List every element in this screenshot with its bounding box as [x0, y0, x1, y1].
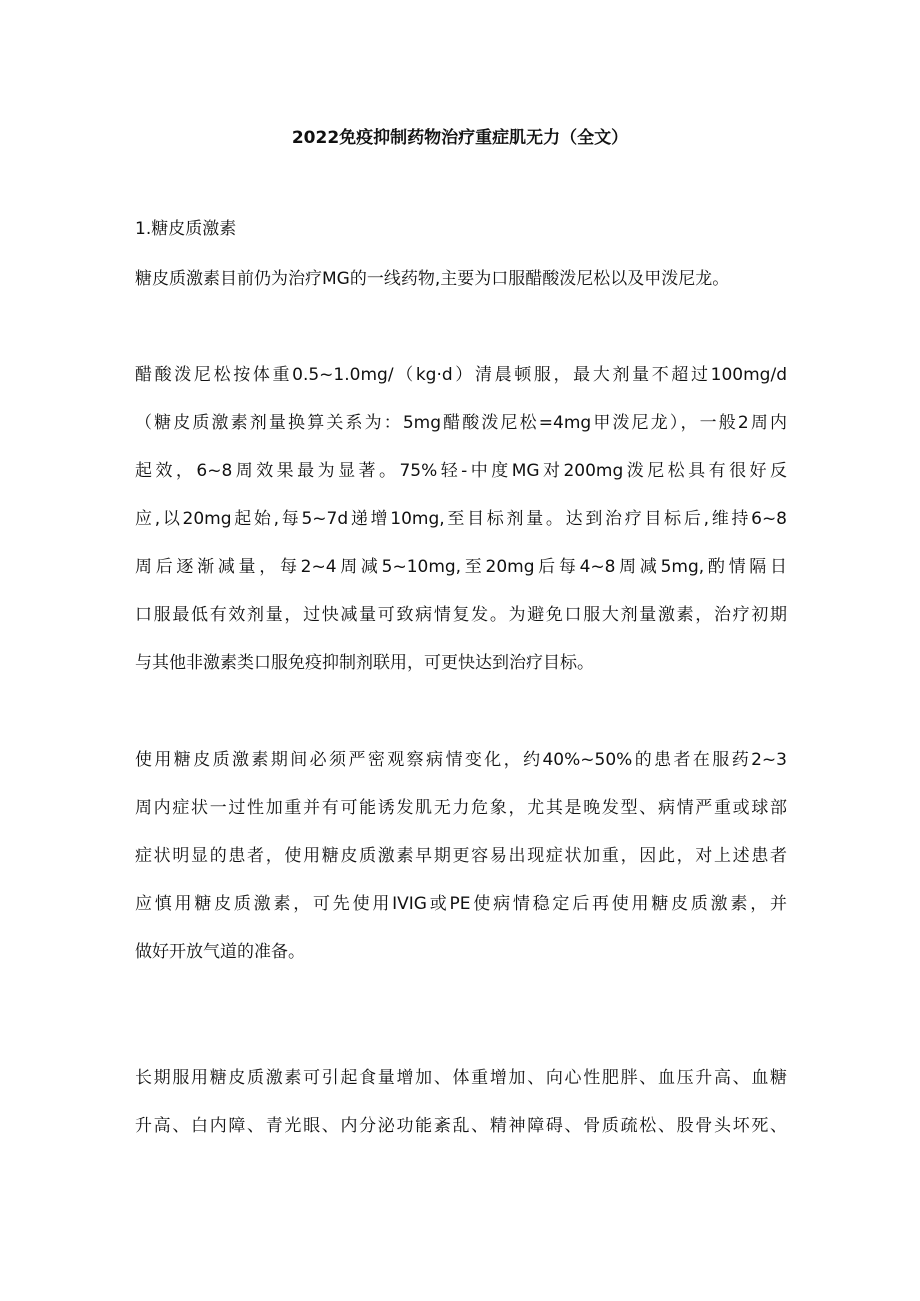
- paragraph-1-line-1: 糖皮质激素目前仍为治疗MG的一线药物,主要为口服醋酸泼尼松以及甲泼尼龙。: [135, 269, 730, 289]
- paragraph-3-line-1: 使用糖皮质激素期间必须严密观察病情变化，约40%~50%的患者在服药2~3: [135, 750, 787, 770]
- paragraph-2-line-3: 起效，6~8周效果最为显著。75%轻-中度MG对200mg泼尼松具有很好反: [135, 461, 787, 481]
- paragraph-3-line-5: 做好开放气道的准备。: [135, 942, 305, 962]
- paragraph-3-line-4: 应慎用糖皮质激素，可先使用IVIG或PE使病情稳定后再使用糖皮质激素，并: [135, 894, 787, 914]
- paragraph-4-line-1: 长期服用糖皮质激素可引起食量增加、体重增加、向心性肥胖、血压升高、血糖: [135, 1068, 787, 1088]
- paragraph-2-line-4: 应,以20mg起始,每5~7d递增10mg,至目标剂量。达到治疗目标后,维持6~8: [135, 509, 787, 529]
- paragraph-3-line-2: 周内症状一过性加重并有可能诱发肌无力危象，尤其是晚发型、病情严重或球部: [135, 798, 787, 818]
- paragraph-2-line-7: 与其他非激素类口服免疫抑制剂联用，可更快达到治疗目标。: [135, 653, 594, 673]
- paragraph-2-line-5: 周后逐渐减量，每2~4周减5~10mg,至20mg后每4~8周减5mg,酌情隔日: [135, 557, 787, 577]
- paragraph-2-line-1: 醋酸泼尼松按体重0.5~1.0mg/（kg·d）清晨顿服，最大剂量不超过100mg/d: [135, 365, 787, 385]
- paragraph-4-line-2: 升高、白内障、青光眼、内分泌功能紊乱、精神障碍、骨质疏松、股骨头坏死、: [135, 1116, 787, 1136]
- document-title: 2022免疫抑制药物治疗重症肌无力（全文）: [291, 128, 629, 148]
- paragraph-2-line-6: 口服最低有效剂量，过快减量可致病情复发。为避免口服大剂量激素，治疗初期: [135, 605, 787, 625]
- section-heading: 1.糖皮质激素: [135, 219, 237, 239]
- paragraph-3-line-3: 症状明显的患者，使用糖皮质激素早期更容易出现症状加重，因此，对上述患者: [135, 846, 787, 866]
- paragraph-2-line-2: （糖皮质激素剂量换算关系为：5mg醋酸泼尼松=4mg甲泼尼龙），一般2周内: [135, 413, 787, 433]
